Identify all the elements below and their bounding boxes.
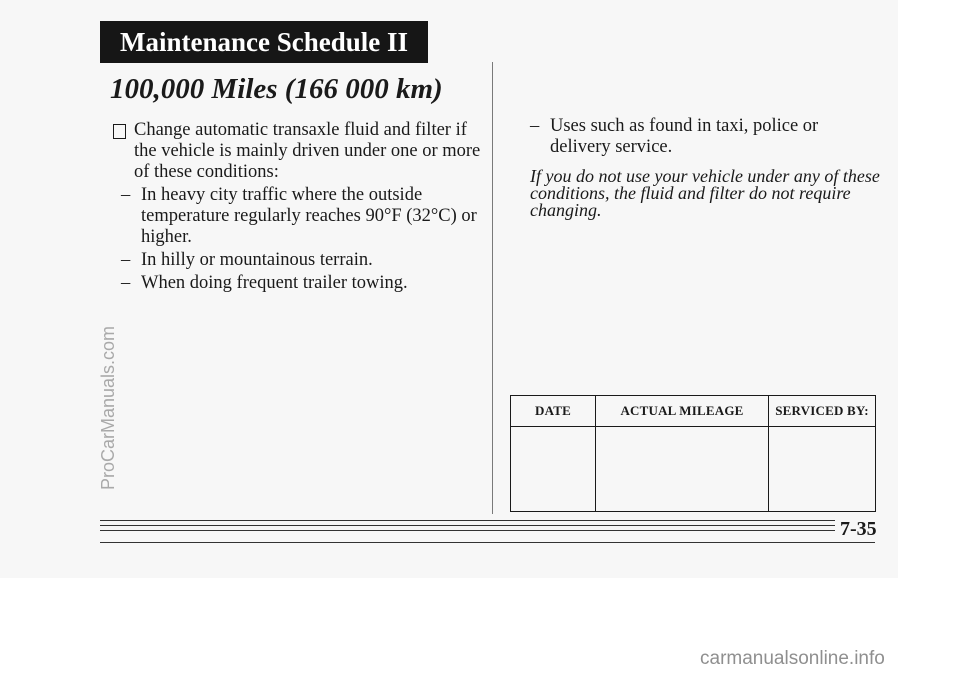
dash-icon: –	[121, 185, 131, 205]
column-divider	[492, 62, 493, 514]
page-number: 7-35	[840, 518, 877, 540]
side-watermark: ProCarManuals.com	[98, 325, 118, 490]
date-header: DATE	[511, 396, 596, 427]
table-header-row	[511, 396, 876, 427]
serviced-by-header: SERVICED BY:	[769, 396, 876, 427]
section-banner: Maintenance Schedule II	[100, 21, 428, 63]
conditions-note: If you do not use your vehicle under any of these conditions, the fluid and filter do not require changing.	[530, 166, 880, 220]
maintenance-item-text: Change automatic transaxle fluid and filter if the vehicle is mainly driven under one or more of these conditions:	[134, 120, 481, 182]
condition-text: Uses such as found in taxi, police or delivery service.	[550, 116, 819, 157]
footer-rule	[100, 520, 835, 521]
condition-text: In hilly or mountainous terrain.	[141, 250, 373, 270]
footer-rule	[100, 525, 835, 526]
dash-icon: –	[530, 116, 540, 136]
condition-text: When doing frequent trailer towing.	[141, 273, 408, 293]
left-column	[113, 120, 483, 294]
mileage-heading: 100,000 Miles (166 000 km)	[110, 73, 443, 105]
mileage-cell[interactable]	[596, 427, 769, 512]
footer-watermark: carmanualsonline.info	[700, 648, 885, 669]
dash-icon: –	[121, 273, 131, 293]
maintenance-item	[113, 120, 483, 183]
condition-text: In heavy city traffic where the outside temperature regularly reaches 90°F (32°C) or higher.	[141, 185, 477, 247]
checkbox-icon[interactable]	[113, 124, 126, 139]
condition-item	[113, 273, 483, 294]
condition-item	[113, 185, 483, 248]
condition-item	[113, 250, 483, 271]
condition-item	[522, 116, 882, 158]
date-cell[interactable]	[511, 427, 596, 512]
table-row	[511, 427, 876, 512]
footer-rule	[100, 542, 875, 543]
service-record-table	[510, 395, 876, 512]
right-column	[522, 116, 882, 219]
dash-icon: –	[121, 250, 131, 270]
footer-rule	[100, 530, 835, 531]
mileage-header: ACTUAL MILEAGE	[596, 396, 769, 427]
serviced-by-cell[interactable]	[769, 427, 876, 512]
